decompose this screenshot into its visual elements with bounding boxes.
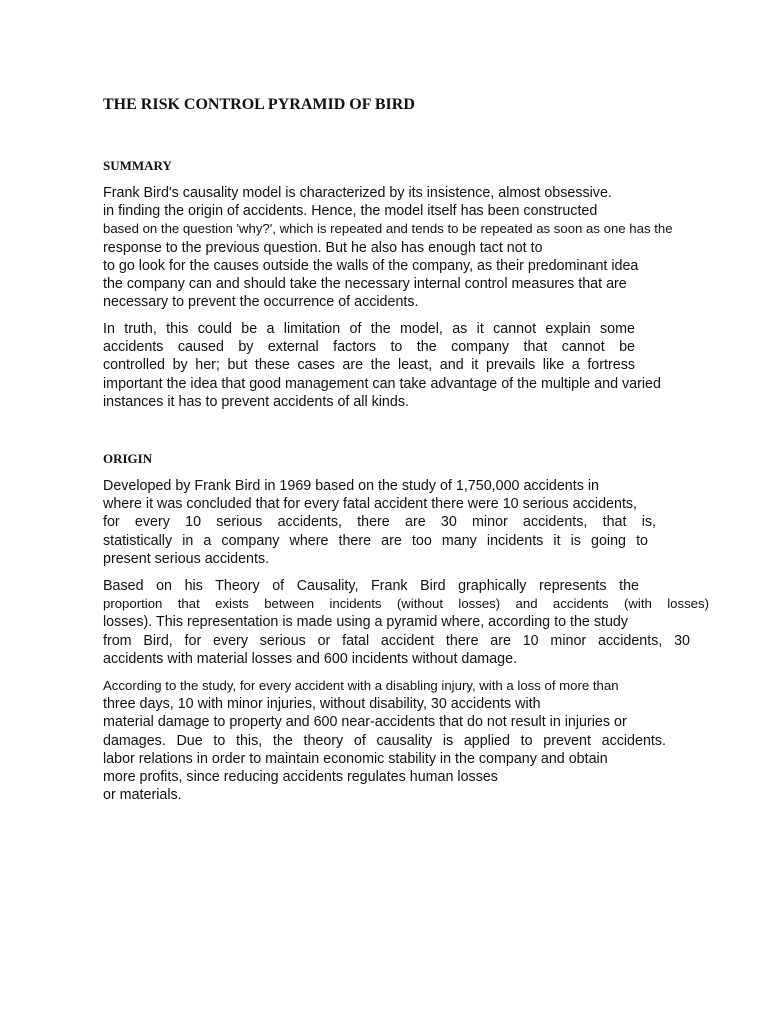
text-line: important the idea that good management can take advantage of the multiple and varied (103, 375, 661, 392)
origin-paragraph-3 (103, 677, 709, 804)
text-line: Developed by Frank Bird in 1969 based on the study of 1,750,000 accidents in (103, 478, 599, 494)
text-line: In truth, this could be a limitation of the model, as it cannot explain some (103, 321, 635, 337)
text-line: present serious accidents. (103, 550, 270, 567)
section-heading-origin: ORIGIN (103, 451, 153, 466)
text-line: labor relations in order to maintain economic stability in the company and obtain (103, 750, 608, 767)
text-line: proportion that exists between incidents (without losses) and accidents (with losses) (103, 596, 709, 612)
text-line: based on the question 'why?', which is repeated and tends to be repeated as soon as one has the (103, 221, 673, 237)
text-line: accidents caused by external factors to the company that cannot be (103, 339, 635, 356)
text-line: losses). This representation is made using a pyramid where, according to the study (103, 614, 629, 631)
text-line: in finding the origin of accidents. Hence, the model itself has been constructed (103, 203, 598, 220)
text-line: necessary to prevent the occurrence of accidents. (103, 294, 419, 311)
summary-paragraph-1 (103, 184, 709, 311)
text-line: accidents with material losses and 600 incidents without damage. (103, 650, 518, 667)
text-line: the company can and should take the necessary internal control measures that are (103, 275, 627, 292)
text-line: or materials. (103, 787, 182, 804)
origin-paragraph-2 (103, 577, 709, 668)
section-heading-summary: SUMMARY (103, 158, 172, 173)
text-line: Frank Bird's causality model is characterized by its insistence, almost obsessive. (103, 185, 612, 201)
text-line: damages. Due to this, the theory of causality is applied to prevent accidents. (103, 732, 666, 749)
text-line: instances it has to prevent accidents of all kinds. (103, 393, 409, 410)
text-line: statistically in a company where there are too many incidents it is going to (103, 532, 648, 549)
origin-paragraph-1 (103, 477, 709, 568)
text-line: more profits, since reducing accidents regulates human losses (103, 768, 498, 785)
text-line: three days, 10 with minor injuries, without disability, 30 accidents with (103, 696, 541, 713)
text-line: to go look for the causes outside the walls of the company, as their predominant idea (103, 257, 639, 274)
text-line: material damage to property and 600 near-accidents that do not result in injuries or (103, 714, 627, 731)
text-line: controlled by her; but these cases are the least, and it prevails like a fortress (103, 357, 635, 374)
summary-paragraph-2 (103, 320, 709, 411)
text-line: for every 10 serious accidents, there are 30 minor accidents, that is, (103, 514, 656, 531)
text-line: response to the previous question. But he also has enough tact not to (103, 239, 543, 256)
text-line: According to the study, for every accident with a disabling injury, with a loss of more than (103, 678, 619, 693)
text-line: where it was concluded that for every fatal accident there were 10 serious accidents, (103, 496, 638, 513)
document-title: THE RISK CONTROL PYRAMID OF BIRD (103, 96, 415, 113)
text-line: from Bird, for every serious or fatal accident there are 10 minor accidents, 30 (103, 632, 690, 649)
text-line: Based on his Theory of Causality, Frank Bird graphically represents the (103, 578, 639, 594)
